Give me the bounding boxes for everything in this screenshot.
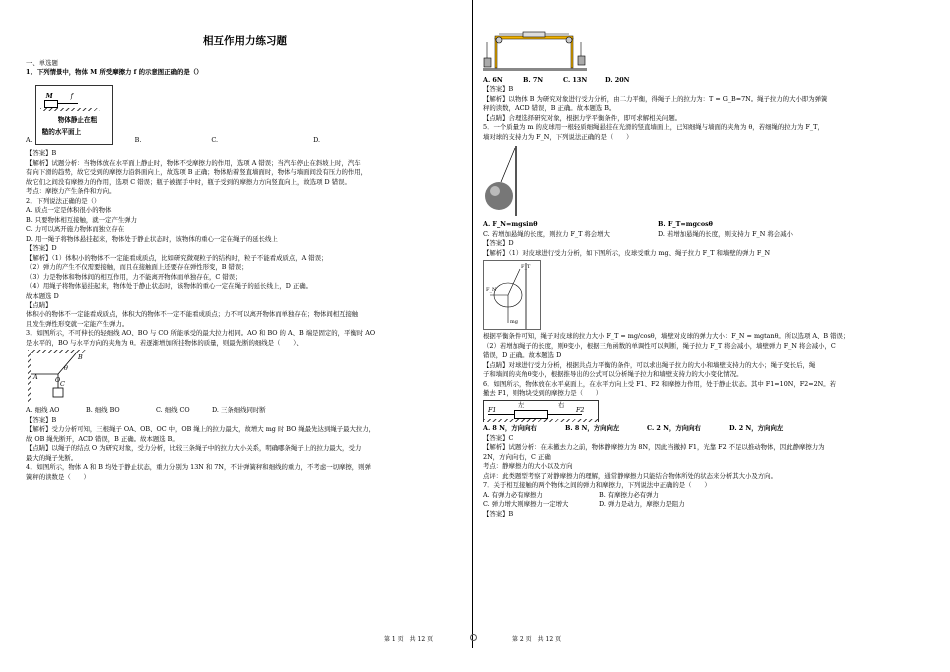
q4-figure — [483, 30, 587, 72]
q5-answer: 【答案】D — [483, 239, 514, 248]
q2-opt: D. 用一绳子将物体悬挂起来，物体处于静止状态时，该物体的重心一定在绳子的延长线上 — [26, 234, 278, 243]
page-title: 相互作用力练习题 — [203, 35, 287, 47]
q1-opt-b: B. — [134, 136, 142, 144]
right-column — [483, 0, 925, 519]
label-theta: θ — [64, 364, 68, 373]
fig-caption-1: 物体静止在粗 — [57, 116, 98, 125]
q5-ball-diagram — [483, 144, 523, 218]
q4-analysis-line: 【点睛】合理选择研究对象，根据力学平衡条件，即可求解相关问题。 — [483, 113, 682, 122]
q2-analysis-line: 体积小的物体不一定能看成质点，体积大的物体不一定不能看成质点；力不可以离开物体而单独存在；物体间相互接触 — [26, 310, 359, 319]
q6-opt-a: A. 8 N，方向向右 — [483, 424, 537, 433]
fig-caption-2: 糙的水平面上 — [41, 128, 82, 137]
q5-opt-b: B. F_T=mgcosθ — [658, 220, 713, 229]
q4-opt-d: D. 20N — [605, 76, 630, 84]
q5-analysis-line: 根据平衡条件可知，绳子对皮球的拉力大小 F_T = mg/cosθ，墙壁对皮球的弹力大小：F_N = mgtanθ。所以选项 A、B 错误； — [483, 332, 850, 341]
ground-surface — [40, 108, 100, 111]
q3-analysis-line: 【解析】受力分析可知，三根绳子 OA、OB、OC 中，OB 绳上的拉力最大，故增大 mg 时 BO 绳最先达到绳子最大拉力， — [26, 425, 376, 434]
label-f: f — [70, 92, 74, 101]
q4-pulley-diagram — [483, 30, 587, 72]
section-heading: 一、单选题 — [26, 58, 58, 67]
q1-analysis-line: 有向下滑的趋势，故它受到的摩擦力沿斜面向上，故选项 B 正确；物体贴着竖直墙面时，物体与墙面间没有压力的作用， — [26, 168, 368, 177]
q4-stem: 4．如图所示，物体 A 和 B 均处于静止状态，重力分别为 13N 和 7N，不计弹簧秤和细线的重力，不考虑一切摩擦，则弹 — [26, 463, 371, 472]
q4-opt-b: B. 7N — [523, 76, 544, 84]
q4-stem: 簧秤的读数是（ ） — [26, 472, 90, 481]
q6-analysis-line: 2N，方向向右，C 正确 — [483, 452, 551, 461]
label-fn: F_N — [486, 287, 497, 294]
q2-analysis-line: 故本题选 D — [26, 291, 59, 300]
q1-opt-c: C. — [211, 136, 219, 144]
q3-analysis-line: 【点睛】以绳子的结点 O 为研究对象，受力分析，比较三条绳子中的拉力大小关系，明确哪条绳子上的拉力最大，受力 — [26, 444, 362, 453]
q3-opt-b: B. 细线 BO — [86, 406, 120, 415]
q5-analysis-line: （2）若增加绳子的长度，则θ变小，根据三角函数的单调性可以判断，绳子拉力 F_T 将会减小，墙壁弹力 F_N 将会减小，C — [483, 341, 836, 350]
q1-analysis-line: 考点：摩擦力产生条件和方向。 — [26, 187, 116, 196]
q5-stem: 墙对球的支持力为 F_N，下列说法正确的是（ ） — [483, 132, 633, 141]
q7-opt-c: C. 弹力增大则摩擦力一定增大 — [483, 500, 569, 509]
q5-analysis-line: 错误，D 正确。故本题选 D — [483, 351, 562, 360]
q4-analysis-line: 【解析】以物体 B 为研究对象进行受力分析，由二力平衡，得绳子上的拉力为：T = G_B=7N。绳子拉力的大小即为弹簧 — [483, 94, 828, 103]
block — [514, 410, 548, 419]
label-mg: mg — [510, 319, 518, 326]
q7-options-row1 — [483, 491, 925, 500]
q5-force-figure — [483, 260, 541, 330]
q1-stem: 1．下列情景中，物体 M 所受摩擦力 f 的示意图正确的是（） — [26, 68, 203, 76]
q2-analysis-line: 【点睛】 — [26, 300, 52, 309]
footer-right: 第 2 页 共 12 页 — [512, 636, 562, 643]
label-a: A — [33, 373, 38, 382]
q7-opt-b: B. 有摩擦力必有弹力 — [599, 490, 659, 499]
table-surface — [484, 419, 598, 422]
q1-opt-d: D. — [313, 136, 321, 144]
q2-stem: 2．下列说法正确的是（） — [26, 196, 101, 205]
label-b: B — [78, 353, 83, 362]
q1-opt-a: A. — [26, 136, 33, 144]
q2-analysis-line: （2）弹力的产生不仅需要接触，而且在接触面上还要存在弹性形变，B 错误； — [26, 263, 248, 272]
label-right: 右 — [558, 401, 565, 410]
q6-stem: 撤去 F1，则物块受到的摩擦力是（ ） — [483, 388, 603, 397]
q6-figure — [483, 400, 599, 422]
q5-analysis-intro: 【解析】（1）对皮球进行受力分析，如下图所示，皮球受重力 mg、绳子拉力 F_T 和墙壁的弹力 F_N — [483, 248, 771, 257]
q5-opt-a: A. F_N=mgsinθ — [483, 220, 538, 229]
label-f2: F2 — [576, 406, 585, 415]
q6-stem: 6．如图所示，物体放在水平桌面上，在水平方向上受 F1、F2 和摩擦力作用，处于静止状态。其中 F1=10N，F2=2N。若 — [483, 379, 837, 388]
q2-opt: B. 只要物体相互接触，就一定产生弹力 — [26, 215, 138, 224]
column-divider — [472, 0, 473, 648]
q2-answer: 【答案】D — [26, 244, 57, 253]
q6-answer: 【答案】C — [483, 433, 514, 442]
page-separator-icon — [470, 634, 477, 641]
q3-analysis-line: 最大的绳子先断。 — [26, 453, 78, 462]
q6-opt-b: B. 8 N，方向向左 — [565, 424, 620, 433]
q3-opt-c: C. 细线 CO — [156, 406, 190, 415]
q2-analysis-line: （4）用绳子将物体悬挂起来，物体处于静止状态时，该物体的重心一定在绳子的延长线上，D 正确。 — [26, 282, 313, 291]
q2-analysis-line: 且发生弹性形变就一定能产生弹力。 — [26, 319, 129, 328]
q7-stem: 7．关于相互接触的两个物体之间的弹力和摩擦力，下列说法中正确的是（ ） — [483, 481, 711, 490]
q3-opt-d: D. 三条细线同时断 — [212, 406, 266, 415]
q3-answer: 【答案】B — [26, 415, 57, 424]
q1-analysis-line: 【解析】试题分析：当物体放在水平面上静止时，物体不受摩擦力的作用，选项 A 错误；当汽车停止在斜坡上时，汽车 — [26, 158, 361, 167]
q3-figure — [28, 350, 88, 404]
q2-opt: C. 力可以离开施力物体而独立存在 — [26, 225, 125, 234]
q2-analysis-line: （3）力是物体和物体间的相互作用，力不能离开物体而单独存在，C 错误； — [26, 272, 242, 281]
q3-stem: 是水平的，BO 与水平方向的夹角为 θ。若逐渐增加所挂物体的质量，则最先断的细线是（ ）、 — [26, 338, 303, 347]
q6-analysis-line: 【解析】试题分析：在未撤去力之前，物体静摩擦力为 8N，因此当撤掉 F1，光靠 F2 不足以推动物体，因此静摩擦力为 — [483, 443, 825, 452]
q7-answer: 【答案】B — [483, 509, 514, 518]
q4-options — [483, 76, 925, 85]
q5-opt-c: C. 若增加悬绳的长度，则拉力 F_T 将会增大 — [483, 229, 610, 238]
footer-left: 第 1 页 共 12 页 — [384, 636, 434, 643]
q1-figures — [26, 79, 464, 145]
q1-answer: 【答案】B — [26, 149, 57, 158]
q5-figure — [483, 144, 523, 218]
q6-analysis-line: 点评：此类题型考察了对静摩擦力的理解，通常静摩擦力只能结合物体所处的状态来分析其大小及方向。 — [483, 471, 777, 480]
q4-answer: 【答案】B — [483, 85, 514, 94]
q3-options — [26, 406, 464, 415]
q2-analysis-line: 【解析】（1）体积小的物体不一定能看成质点，比如研究微观粒子的结构时，粒子不能看成质点，A 错误； — [26, 253, 328, 262]
left-column — [26, 0, 464, 482]
friction-arrow — [58, 103, 78, 104]
q5-analysis-line: 【点睛】对球进行受力分析，根据共点力平衡的条件，可以求出绳子拉力的大小和墙壁支持力的大小；绳子变长后，绳 — [483, 360, 816, 369]
label-ft: F_T — [521, 264, 531, 271]
q5-analysis-line: 子和墙间的夹角θ变小，根据推导出的公式可以分析绳子拉力和墙壁支持力的大小变化情况。 — [483, 370, 743, 379]
q3-analysis-line: 故 OB 绳先断开，ACD 错误，B 正确。故本题选 B。 — [26, 434, 179, 443]
q1-analysis-line: 故它们之间没有摩擦力的作用，选项 C 错误；瓶子被握手中时，瓶子受到的摩擦力方向竖直向上，故选项 D 错误。 — [26, 177, 351, 186]
q7-opt-d: D. 弹力是动力，摩擦力是阻力 — [599, 500, 685, 509]
q4-analysis-line: 秤的读数，ACD 错误，B 正确。故本题选 B。 — [483, 104, 616, 113]
q5-stem: 5．一个质量为 m 的皮球用一根轻质细绳悬挂在光滑的竖直墙面上，已知细绳与墙面的夹角为 θ，若细绳的拉力为 F_T， — [483, 123, 824, 132]
label-o: O — [55, 376, 61, 385]
q7-opt-a: A. 有弹力必有摩擦力 — [483, 490, 543, 499]
label-f1: F1 — [488, 406, 497, 415]
label-m: M — [45, 92, 53, 101]
q4-opt-a: A. 6N — [483, 76, 503, 84]
q1-figure-a — [35, 85, 113, 145]
q5-options-row2 — [483, 230, 925, 239]
label-c: C — [60, 380, 65, 389]
q6-opt-d: D. 2 N，方向向左 — [729, 424, 784, 433]
q3-stem: 3．如图所示，不可伸长的轻细线 AO、BO 与 CO 所能承受的最大拉力相同。AO 和 BO 的 A、B 端是固定的，平衡时 AO — [26, 329, 376, 338]
q2-opt: A. 质点一定是体积很小的物体 — [26, 206, 112, 215]
q5-opt-d: D. 若增加悬绳的长度，则支持力 F_N 将会减小 — [658, 229, 793, 238]
q6-opt-c: C. 2 N，方向向右 — [647, 424, 701, 433]
q6-analysis-line: 考点：静摩擦力的大小以及方向 — [483, 462, 573, 471]
q4-opt-c: C. 13N — [563, 76, 588, 84]
label-left: 左 — [518, 401, 525, 410]
q5-options-row1 — [483, 220, 925, 229]
q6-options — [483, 424, 925, 433]
q3-opt-a: A. 细线 AO — [26, 406, 60, 415]
q7-options-row2 — [483, 500, 925, 509]
